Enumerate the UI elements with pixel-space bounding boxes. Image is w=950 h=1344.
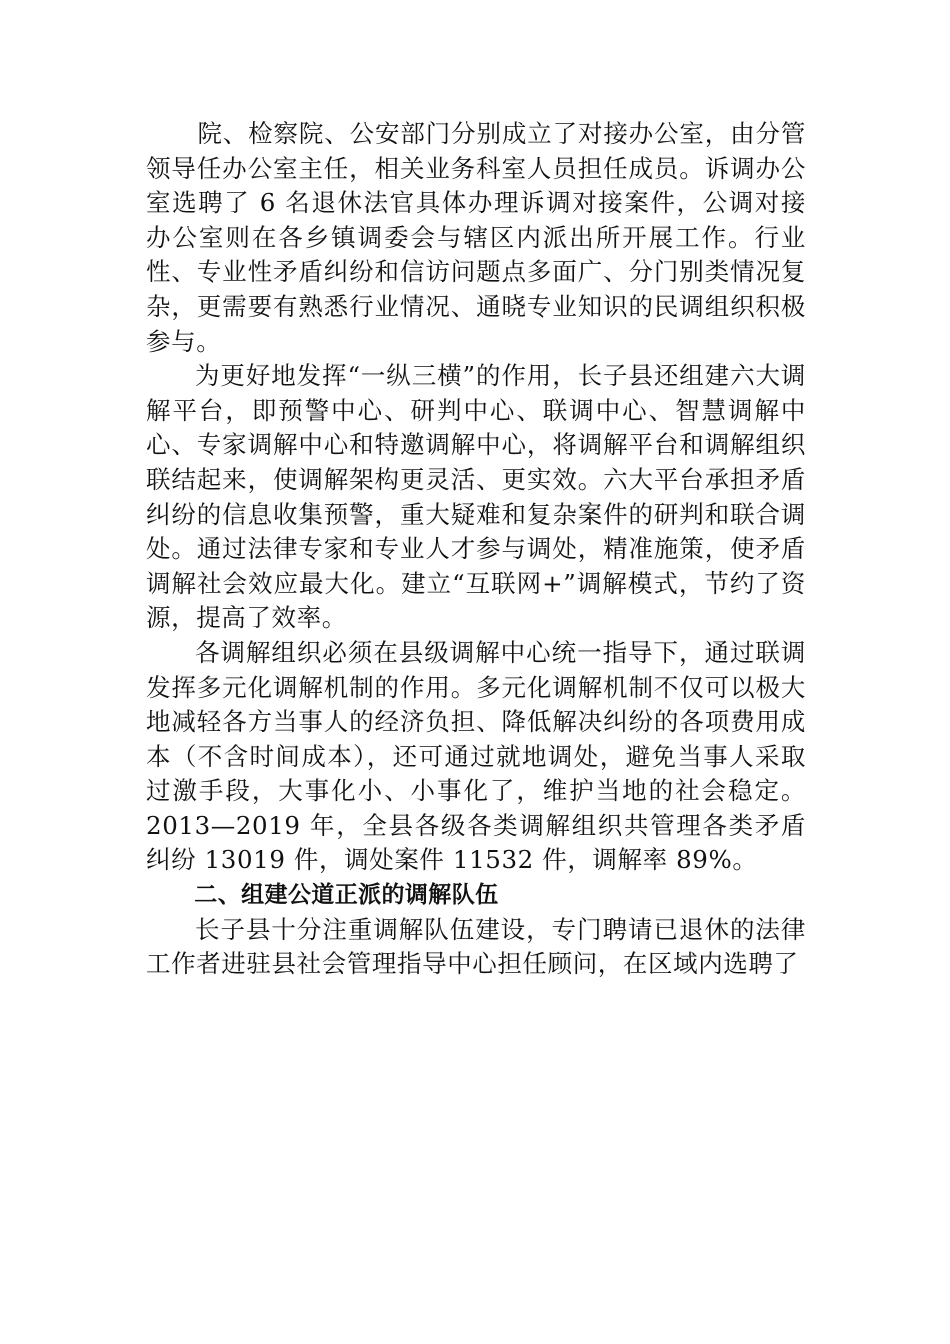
document-body (146, 117, 806, 982)
section-heading: 二、组建公道正派的调解队伍 (194, 882, 499, 909)
paragraph-1: 院、检察院、公安部门分别成立了对接办公室，由分管领导任办公室主任，相关业务科室人员担任成员。诉调办公室选聘了 6 名退休法官具体办理诉调对接案件，公调对接办公室则在各乡镇调委会与辖区内派出所开展工作。行业性、专业性矛盾纠纷和信访问题点多面广、分门别类情况复杂，更需要有熟悉行业情况、通晓专业知识的民调组织积极参与。 (146, 119, 806, 356)
paragraph-4: 长子县十分注重调解队伍建设，专门聘请已退休的法律工作者进驻县社会管理指导中心担任顾问，在区域内选聘了 (146, 914, 806, 979)
paragraph-2: 为更好地发挥“一纵三横”的作用，长子县还组建六大调解平台，即预警中心、研判中心、联调中心、智慧调解中心、专家调解中心和特邀调解中心，将调解平台和调解组织联结起来，使调解架构更灵活、更实效。六大平台承担矛盾纠纷的信息收集预警，重大疑难和复杂案件的研判和联合调处。通过法律专家和专业人才参与调处，精准施策，使矛盾调解社会效应最大化。建立“互联网+”调解模式，节约了资源，提高了效率。 (146, 361, 806, 633)
paragraph-3: 各调解组织必须在县级调解中心统一指导下，通过联调发挥多元化调解机制的作用。多元化调解机制不仅可以极大地减轻各方当事人的经济负担、降低解决纠纷的各项费用成本（不含时间成本），还可通过就地调处，避免当事人采取过激手段，大事化小、小事化了，维护当地的社会稳定。2013—2019 年，全县各级各类调解组织共管理各类矛盾纠纷 13019 件，调处案件 11532 件，调解率 89%。 (146, 637, 806, 875)
